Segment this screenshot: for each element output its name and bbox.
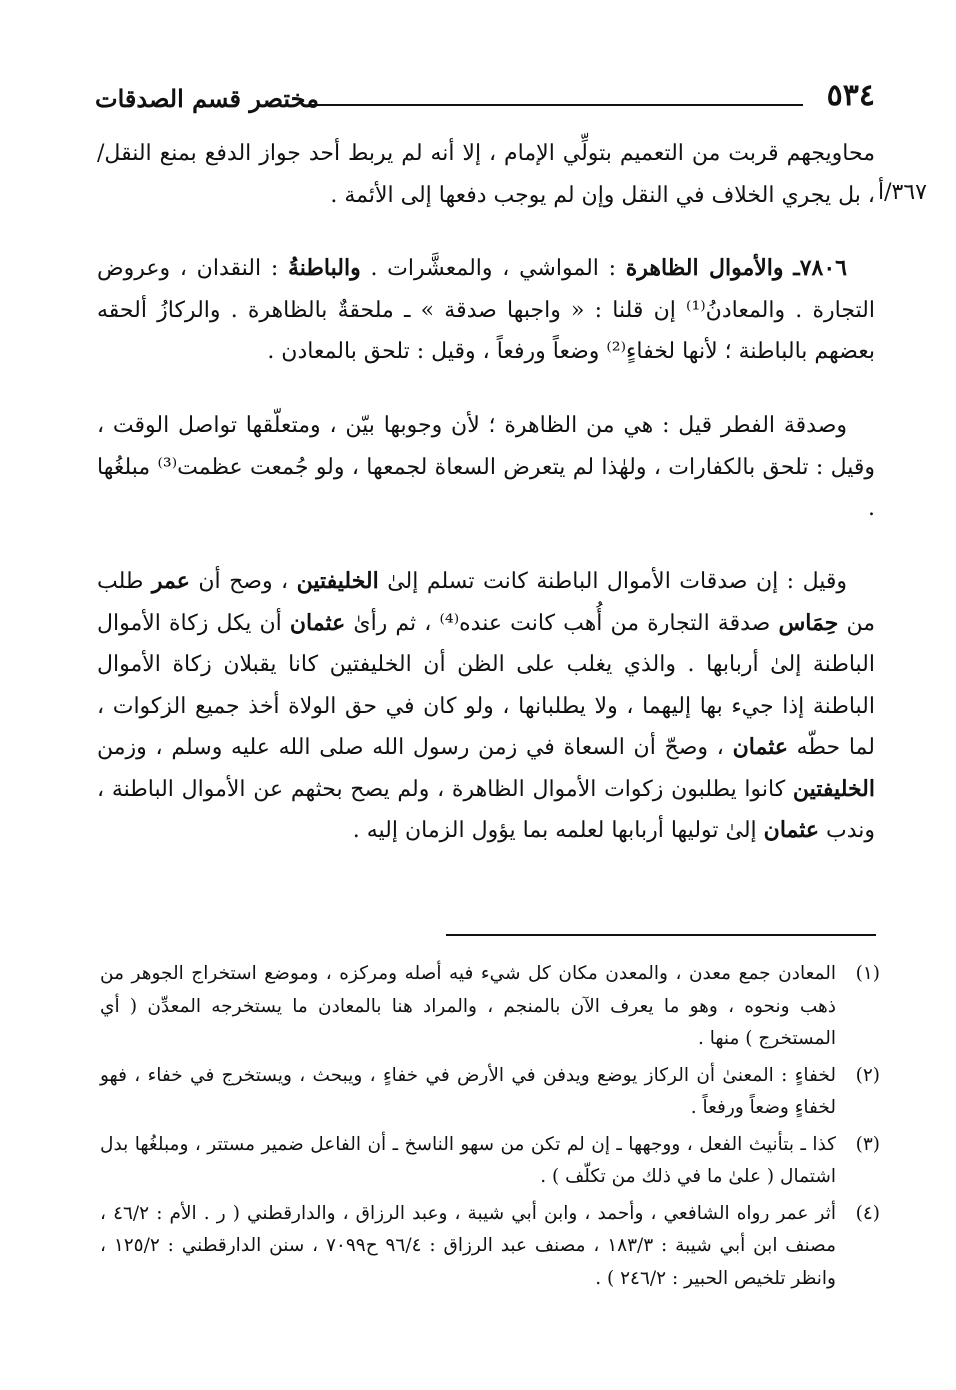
page-number: ٥٣٤ [826,78,875,113]
footnote-number: (٣) [855,1133,880,1155]
margin-folio-note: ٣٦٧/أ [878,180,927,205]
name-uthman-2: عثمان [732,734,788,760]
footnote-number: (٢) [855,1064,880,1086]
section-number: ٧٨٠٦ـ [793,255,847,281]
footnote-text: كذا ـ بتأنيث الفعل ، ووجهها ـ إن لم تكن من سهو الناسخ ـ أن الفاعل ضمير مستتر ، ومبلغُها بدل اشتمال ( علىٰ ما في ذلك من تكلّف ) . [100,1133,836,1187]
main-text [97,133,875,216]
footnotes [100,958,880,1299]
paragraph-1: محاويجهم قربت من التعميم بتولِّي الإمام ، إلا أنه لم يربط أحد جواز الدفع بمنع النقل/ ، بل يجري الخلاف في النقل وإن لم يوجب دفعها إلى الأئمة . [97,141,875,208]
header-rule [310,104,803,106]
footnote-number: (٤) [855,1202,880,1224]
paragraph-4 [97,561,875,852]
p4-s8: إلىٰ توليها أربابها لعلمه بما يؤول الزمان إليه . [352,818,764,843]
p4-s1: وقيل : إن صدقات الأموال الباطنة كانت تسلم إلىٰ [378,569,848,594]
footnote-4 [100,1198,880,1296]
main-text-caliphs [97,561,875,852]
footnote-text: أثر عمر رواه الشافعي ، وأحمد ، وابن أبي شيبة ، وعبد الرزاق ، والدارقطني ( ر . الأم : ٤٦/٢ ، مصنف ابن أبي شيبة : ١٨٣/٣ ، مصنف عبد الرزاق : ٩٦/٤ ح٧٠٩٩ ، سنن الدارقطني : ١٢٥/٢ ، وانظر تلخيص الحبير : ٢٤٦/٢ ) . [100,1202,836,1289]
paragraph-2-text-a: : المواشي ، والمعشَّرات . [360,256,626,281]
page-header [95,78,875,122]
p4-s5: أن يكل زكاة الأموال الباطنة إلىٰ أربابها . والذي يغلب على الظن أن الخليفتين كانا يقبلان زكاة الأموال الباطنة إذا جيء بها إليهما ، ولا يطلبانها ، ولو كان في حق الولاة أخذ جميع الزكوات ، لما حطّه [97,610,875,760]
term-zahira: والأموال الظاهرة [625,255,784,281]
name-uthman-3: عثمان [763,817,819,843]
paragraph-2 [97,248,875,373]
footnote-3 [100,1129,880,1194]
footnote-2 [100,1060,880,1125]
name-khalifatayn-2: الخليفتين [792,775,875,802]
p4-s2: ، وصح أن [189,569,297,594]
paragraph-2-text-b: : النقدان ، وعروض التجارة . والمعادنُ⁽¹⁾ إن قلنا : « واجبها صدقة » ـ ملحقةٌ بالظاهرة . والركازُ ألحقه بعضهم بالباطنة ؛ لأنها لخفاءٍ⁽²⁾ وضعاً ورفعاً ، وقيل : تلحق بالمعادن . [97,256,875,364]
name-umar: عمر [151,568,190,594]
name-himas: حِمَاس [778,609,839,636]
running-title: مختصر قسم الصدقات [95,84,319,113]
footnote-1 [100,958,880,1056]
term-batina: والباطنةُ [287,255,361,281]
main-text-section-7806 [97,248,875,373]
footnote-text: لخفاءٍ : المعنىٰ أن الركاز يوضع ويدفن في الأرض في خفاءٍ ، ويبحث ، ويستخرج في خفاء ، فهو لخفاءٍ وضعاً ورفعاً . [100,1064,836,1118]
footnote-separator [446,934,876,936]
p4-s7: كانوا يطلبون زكوات الأموال الظاهرة ، ولم يصح بحثهم عن الأموال الباطنة ، وندب [97,776,875,843]
p4-s4: صدقة التجارة من أُهب كانت عنده⁽⁴⁾ ، ثم رأىٰ [345,610,779,636]
name-khalifatayn: الخليفتين [296,568,379,594]
p4-s3: طلب من [97,569,875,636]
footnote-text: المعادن جمع معدن ، والمعدن مكان كل شيء فيه أصله ومركزه ، وموضع استخراج الجوهر من ذهب ونحوه ، وهو ما يعرف الآن بالمنجم ، والمراد هنا بالمعادن ما يستخرجه المعدِّن ( أي المستخرج ) منها . [100,963,836,1049]
main-text-fitr [97,405,875,530]
footnote-number: (١) [855,963,880,984]
name-uthman: عثمان [289,609,346,636]
paragraph-3: وصدقة الفطر قيل : هي من الظاهرة ؛ لأن وجوبها بيّن ، ومتعلّقها تواصل الوقت ، وقيل : تلحق بالكفارات ، ولهٰذا لم يتعرض السعاة لجمعها ، ولو جُمعت عظمت⁽³⁾ مبلغُها . [97,413,876,521]
p4-s6: ، وصحّ أن السعاة في زمن رسول الله صلى الله عليه وسلم ، وزمن [97,735,733,760]
